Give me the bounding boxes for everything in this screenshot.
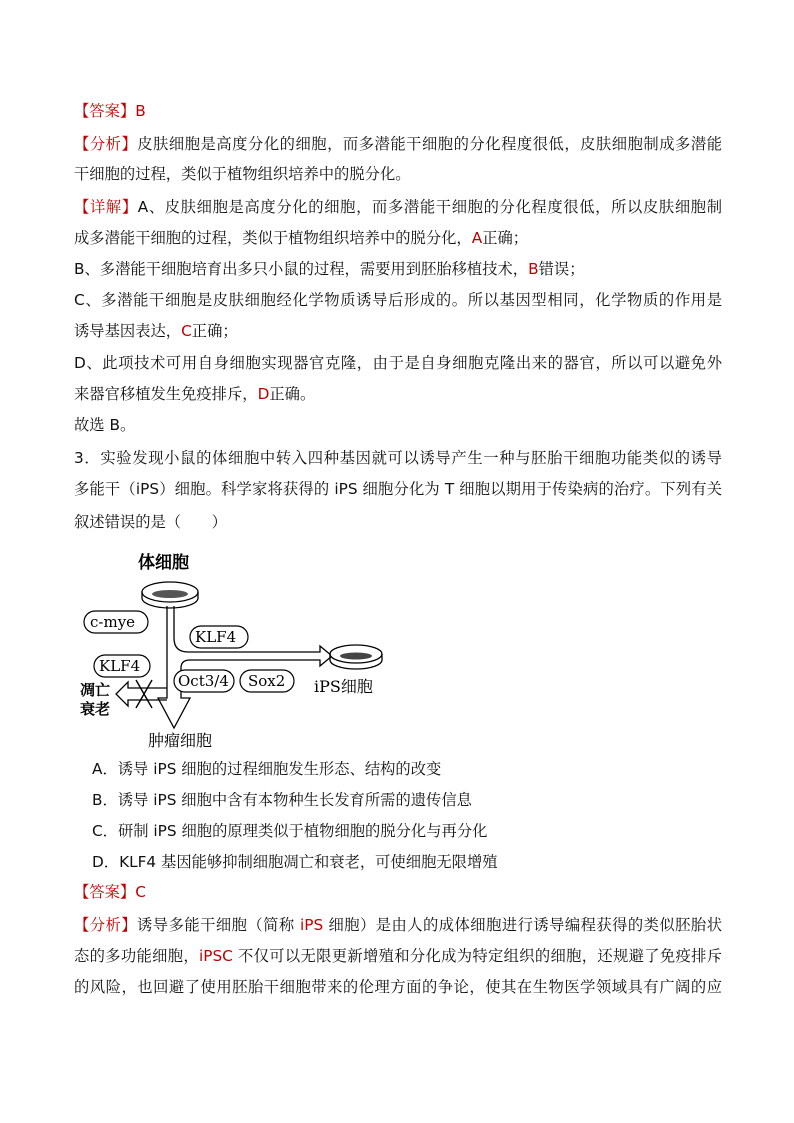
analysis-line-1 xyxy=(74,134,722,154)
detail-text: 错误； xyxy=(538,260,585,278)
analysis-tag: 【分析】 xyxy=(74,135,138,153)
answer-tag: 【答案】 xyxy=(74,102,136,120)
option-letter: A xyxy=(471,229,483,247)
detail-text: 成多潜能干细胞的过程，类似于植物组织培养中的脱分化， xyxy=(74,229,472,247)
detail-text: 诱导基因表达， xyxy=(74,322,182,340)
analysis-text-1: 皮肤细胞是高度分化的细胞，而多潜能干细胞的分化程度很低，皮肤细胞制成多潜能 xyxy=(137,135,722,153)
analysis-text: 诱导多能干细胞（简称 xyxy=(137,916,300,934)
conclusion-line: 故选 B。 xyxy=(74,416,136,434)
ips-diagram xyxy=(70,548,400,748)
detail-line-c1: C、多潜能干细胞是皮肤细胞经化学物质诱导后形成的。所以基因型相同，化学物质的作用是 xyxy=(74,291,722,309)
blocked-cross-icon xyxy=(136,680,152,708)
highlight-term: iPSC xyxy=(198,947,233,965)
detail-text: 正确； xyxy=(191,322,238,340)
answer-line xyxy=(74,101,722,121)
klf4-right-label: KLF4 xyxy=(195,628,237,646)
somatic-cell-dish-icon xyxy=(142,582,198,608)
option-a: A．诱导 iPS 细胞的过程细胞发生形态、结构的改变 xyxy=(92,760,442,778)
analysis-tag: 【分析】 xyxy=(74,916,138,934)
detail-line-d1: D、此项技术可用自身细胞实现器官克隆，由于是自身细胞克隆出来的器官，所以可以避免外 xyxy=(74,354,722,372)
oct-label: Oct3/4 xyxy=(178,672,229,690)
klf4-left-label: KLF4 xyxy=(99,657,141,675)
analysis-text: 不仅可以无限更新增殖和分化成为特定组织的细胞，还规避了免疫排斥 xyxy=(232,947,722,965)
analysis3-line-2 xyxy=(74,946,722,966)
apoptosis-label: 凋亡 xyxy=(80,681,111,699)
ips-cell-label: iPS细胞 xyxy=(314,677,373,696)
detail-text: 正确； xyxy=(482,229,529,247)
option-b: B．诱导 iPS 细胞中含有本物种生长发育所需的遗传信息 xyxy=(92,791,472,809)
cmye-label: c-mye xyxy=(90,613,136,631)
somatic-cell-label: 体细胞 xyxy=(138,553,189,573)
answer-line-3 xyxy=(74,882,722,902)
answer-tag: 【答案】 xyxy=(74,883,136,901)
option-d: D．KLF4 基因能够抑制细胞凋亡和衰老，可使细胞无限增殖 xyxy=(92,853,498,871)
option-letter: B xyxy=(528,260,539,278)
detail-line-c2 xyxy=(74,321,722,341)
option-c: C．研制 iPS 细胞的原理类似于植物细胞的脱分化与再分化 xyxy=(92,822,488,840)
analysis-text: 细胞）是由人的成体细胞进行诱导编程获得的类似胚胎状 xyxy=(323,916,722,934)
detail-line-b xyxy=(74,259,722,279)
detail-text: B、多潜能干细胞培育出多只小鼠的过程，需要用到胚胎移植技术， xyxy=(74,260,529,278)
answer-value: C xyxy=(135,883,146,901)
option-letter: C xyxy=(181,322,192,340)
analysis-text: 态的多功能细胞， xyxy=(74,947,199,965)
analysis-line-2: 干细胞的过程，类似于植物组织培养中的脱分化。 xyxy=(74,165,411,183)
ips-cell-dish-icon xyxy=(330,645,382,669)
question-line-3: 叙述错误的是（ ） xyxy=(74,513,227,531)
detail-line-a1 xyxy=(74,197,722,217)
analysis3-line-1 xyxy=(74,915,722,935)
detail-text-a1: A、皮肤细胞是高度分化的细胞，而多潜能干细胞的分化程度很低，所以皮肤细胞制 xyxy=(137,198,722,216)
question-line-2: 多能干（iPS）细胞。科学家将获得的 iPS 细胞分化为 T 细胞以期用于传染病的治疗。下列有关 xyxy=(74,480,722,498)
detail-text: 正确。 xyxy=(269,385,316,403)
answer-value: B xyxy=(135,102,146,120)
detail-line-d2 xyxy=(74,384,722,404)
aging-label: 衰老 xyxy=(80,700,111,718)
question-line-1: 3．实验发现小鼠的体细胞中转入四种基因就可以诱导产生一种与胚胎干细胞功能类似的诱导 xyxy=(74,449,722,467)
analysis3-line-3: 的风险，也回避了使用胚胎干细胞带来的伦理方面的争论，使其在生物医学领域具有广阔的应 xyxy=(74,978,722,996)
detail-line-a2 xyxy=(74,228,722,248)
detail-tag: 【详解】 xyxy=(74,198,138,216)
option-letter: D xyxy=(257,385,270,403)
detail-text: 来器官移植发生免疫排斥， xyxy=(74,385,258,403)
highlight-term: iPS xyxy=(299,916,324,934)
tumor-cell-label: 肿瘤细胞 xyxy=(148,731,213,748)
sox-label: Sox2 xyxy=(248,672,286,690)
